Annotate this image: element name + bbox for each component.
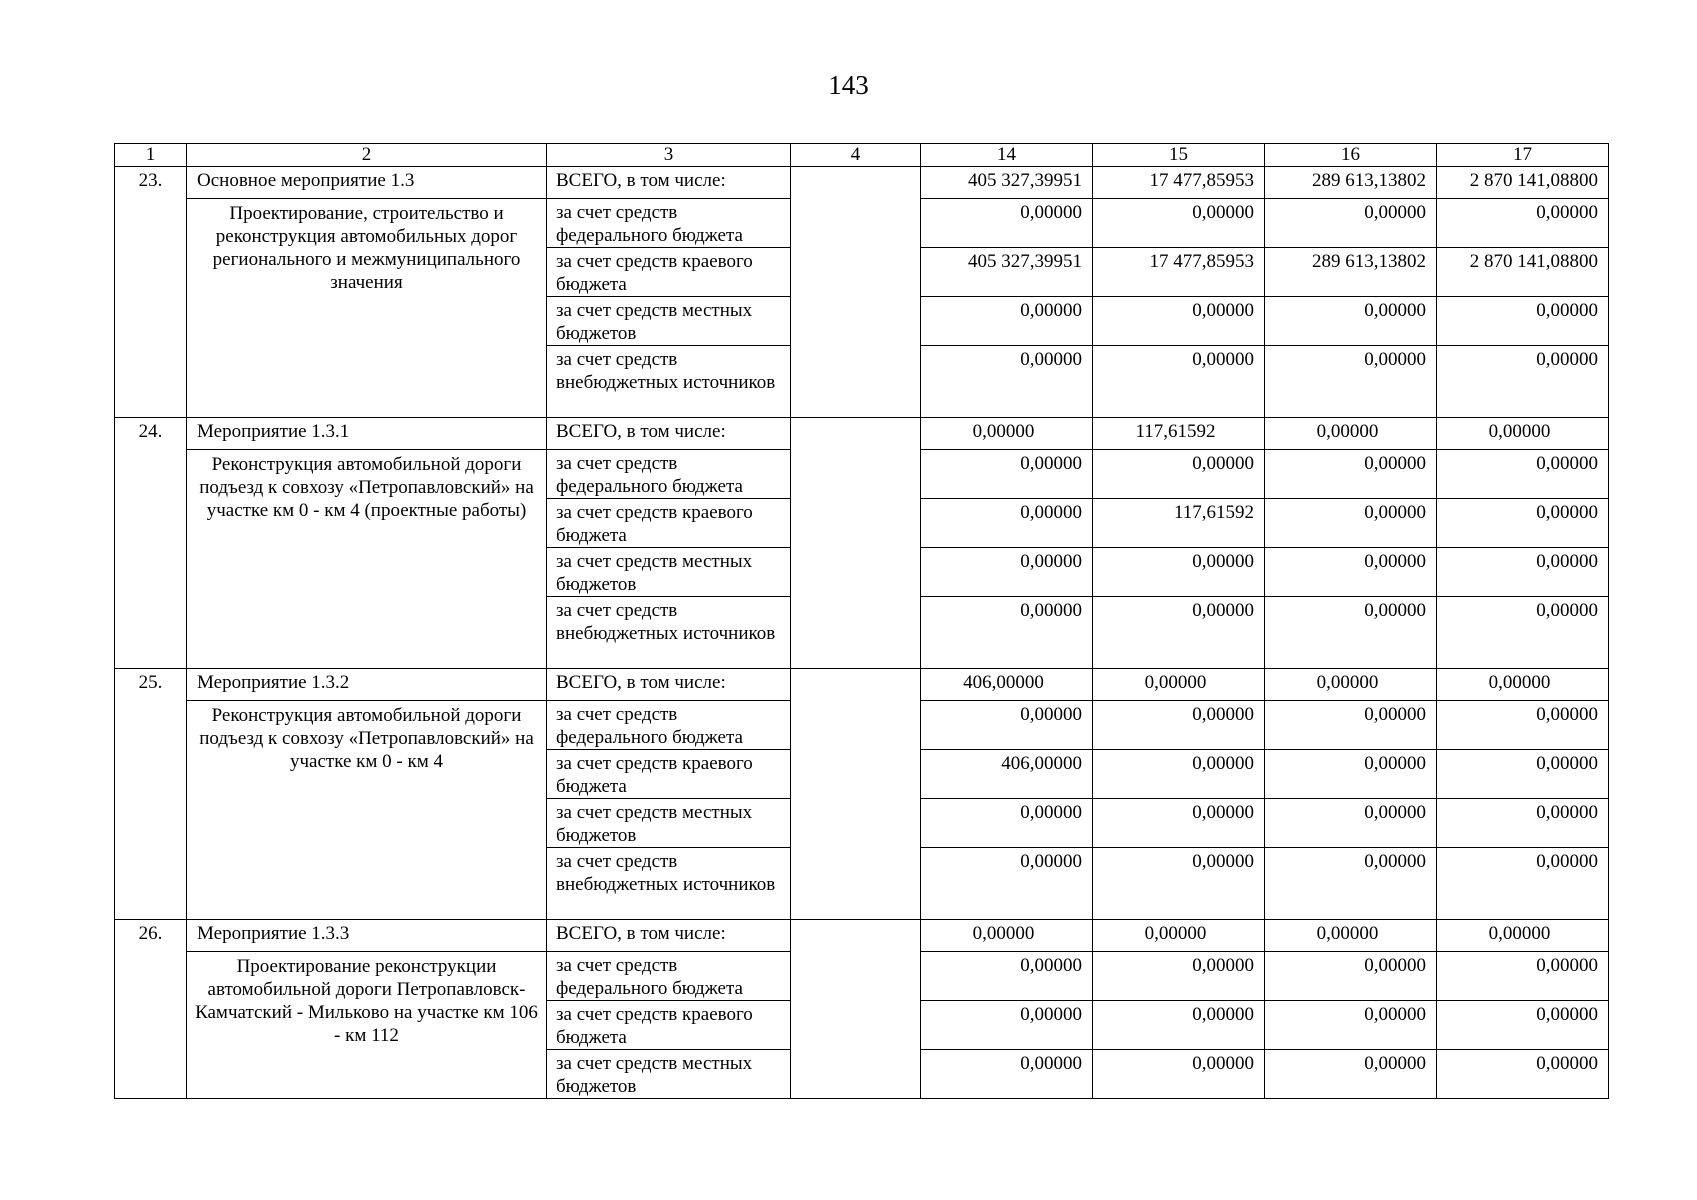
activity-name: Мероприятие 1.3.2 <box>187 669 547 701</box>
activity-description: Проектирование, строительство и реконструкция автомобильных дорог регионального и межмуниципального значения <box>187 199 547 418</box>
funding-value: 0,00000 <box>1093 199 1265 248</box>
funding-source-label: за счет средств местных бюджетов <box>547 297 791 346</box>
activity-name: Мероприятие 1.3.3 <box>187 920 547 952</box>
column-header: 2 <box>187 144 547 167</box>
funding-value: 0,00000 <box>1265 848 1437 920</box>
funding-value: 406,00000 <box>921 750 1093 799</box>
funding-value: 0,00000 <box>1265 750 1437 799</box>
group-total-row <box>115 669 1609 701</box>
funding-value: 0,00000 <box>1437 750 1609 799</box>
funding-value: 0,00000 <box>1437 199 1609 248</box>
funding-value: 0,00000 <box>921 799 1093 848</box>
total-label: ВСЕГО, в том числе: <box>547 669 791 701</box>
group-total-row <box>115 418 1609 450</box>
row-number: 24. <box>115 418 187 669</box>
funding-value: 0,00000 <box>1265 450 1437 499</box>
funding-source-label: за счет средств внебюджетных источников <box>547 848 791 920</box>
total-value: 17 477,85953 <box>1093 167 1265 199</box>
funding-value: 0,00000 <box>1437 1050 1609 1099</box>
total-value: 2 870 141,08800 <box>1437 167 1609 199</box>
funding-value: 405 327,39951 <box>921 248 1093 297</box>
row-number: 25. <box>115 669 187 920</box>
total-value: 0,00000 <box>1265 418 1437 450</box>
funding-value: 0,00000 <box>1437 450 1609 499</box>
funding-value: 0,00000 <box>1437 297 1609 346</box>
total-value: 0,00000 <box>1437 920 1609 952</box>
column-header: 4 <box>791 144 921 167</box>
column-header: 17 <box>1437 144 1609 167</box>
funding-value: 0,00000 <box>921 346 1093 418</box>
funding-value: 0,00000 <box>1093 297 1265 346</box>
column-4-cell <box>791 418 921 669</box>
funding-value: 0,00000 <box>1265 952 1437 1001</box>
funding-value: 0,00000 <box>1437 799 1609 848</box>
activity-description: Реконструкция автомобильной дороги подъезд к совхозу «Петропавловский» на участке км 0 - км 4 <box>187 701 547 920</box>
funding-source-label: за счет средств местных бюджетов <box>547 799 791 848</box>
funding-value: 0,00000 <box>1093 799 1265 848</box>
funding-source-label: за счет средств краевого бюджета <box>547 750 791 799</box>
total-label: ВСЕГО, в том числе: <box>547 167 791 199</box>
column-4-cell <box>791 669 921 920</box>
total-value: 405 327,39951 <box>921 167 1093 199</box>
funding-value: 0,00000 <box>921 701 1093 750</box>
funding-value: 289 613,13802 <box>1265 248 1437 297</box>
funding-source-label: за счет средств федерального бюджета <box>547 450 791 499</box>
funding-source-label: за счет средств федерального бюджета <box>547 952 791 1001</box>
funding-value: 0,00000 <box>921 499 1093 548</box>
funding-value: 0,00000 <box>1437 952 1609 1001</box>
funding-value: 0,00000 <box>921 199 1093 248</box>
column-header: 16 <box>1265 144 1437 167</box>
column-4-cell <box>791 167 921 418</box>
total-value: 406,00000 <box>921 669 1093 701</box>
funding-source-label: за счет средств местных бюджетов <box>547 1050 791 1099</box>
total-value: 0,00000 <box>1093 920 1265 952</box>
group-total-row <box>115 167 1609 199</box>
funding-value: 0,00000 <box>1437 499 1609 548</box>
total-label: ВСЕГО, в том числе: <box>547 418 791 450</box>
funding-value: 0,00000 <box>1093 346 1265 418</box>
funding-value: 0,00000 <box>1437 701 1609 750</box>
budget-table <box>114 143 1609 1099</box>
funding-source-label: за счет средств федерального бюджета <box>547 701 791 750</box>
funding-value: 0,00000 <box>921 297 1093 346</box>
funding-value: 0,00000 <box>1093 701 1265 750</box>
funding-value: 0,00000 <box>1437 548 1609 597</box>
funding-value: 0,00000 <box>1093 952 1265 1001</box>
total-value: 0,00000 <box>921 418 1093 450</box>
funding-value: 0,00000 <box>1437 1001 1609 1050</box>
column-header: 14 <box>921 144 1093 167</box>
funding-value: 2 870 141,08800 <box>1437 248 1609 297</box>
funding-source-label: за счет средств местных бюджетов <box>547 548 791 597</box>
funding-value: 0,00000 <box>921 1001 1093 1050</box>
page-number: 143 <box>828 70 869 100</box>
funding-value: 0,00000 <box>1265 1050 1437 1099</box>
column-4-cell <box>791 920 921 1099</box>
activity-description: Проектирование реконструкции автомобильной дороги Петропавловск-Камчатский - Мильково на участке км 106 - км 112 <box>187 952 547 1099</box>
funding-source-label: за счет средств внебюджетных источников <box>547 346 791 418</box>
funding-value: 0,00000 <box>1265 548 1437 597</box>
total-value: 117,61592 <box>1093 418 1265 450</box>
funding-value: 0,00000 <box>921 848 1093 920</box>
funding-value: 0,00000 <box>921 548 1093 597</box>
funding-value: 0,00000 <box>1093 1001 1265 1050</box>
funding-value: 0,00000 <box>1265 597 1437 669</box>
activity-name: Мероприятие 1.3.1 <box>187 418 547 450</box>
activity-description: Реконструкция автомобильной дороги подъезд к совхозу «Петропавловский» на участке км 0 - км 4 (проектные работы) <box>187 450 547 669</box>
funding-value: 0,00000 <box>921 450 1093 499</box>
funding-value: 0,00000 <box>1093 750 1265 799</box>
funding-value: 0,00000 <box>1437 848 1609 920</box>
funding-value: 17 477,85953 <box>1093 248 1265 297</box>
funding-value: 0,00000 <box>1093 450 1265 499</box>
column-header: 3 <box>547 144 791 167</box>
funding-value: 0,00000 <box>921 1050 1093 1099</box>
funding-value: 0,00000 <box>1093 597 1265 669</box>
total-value: 0,00000 <box>1265 669 1437 701</box>
funding-value: 0,00000 <box>1437 597 1609 669</box>
funding-value: 0,00000 <box>1265 701 1437 750</box>
column-header: 1 <box>115 144 187 167</box>
funding-source-label: за счет средств краевого бюджета <box>547 1001 791 1050</box>
funding-source-label: за счет средств внебюджетных источников <box>547 597 791 669</box>
total-value: 289 613,13802 <box>1265 167 1437 199</box>
total-value: 0,00000 <box>1437 669 1609 701</box>
funding-value: 0,00000 <box>1093 548 1265 597</box>
funding-value: 0,00000 <box>1265 1001 1437 1050</box>
funding-value: 0,00000 <box>1265 799 1437 848</box>
funding-value: 0,00000 <box>1265 297 1437 346</box>
funding-value: 0,00000 <box>1093 848 1265 920</box>
funding-value: 0,00000 <box>921 952 1093 1001</box>
funding-source-label: за счет средств краевого бюджета <box>547 499 791 548</box>
row-number: 23. <box>115 167 187 418</box>
total-value: 0,00000 <box>921 920 1093 952</box>
group-total-row <box>115 920 1609 952</box>
funding-value: 117,61592 <box>1093 499 1265 548</box>
funding-value: 0,00000 <box>1093 1050 1265 1099</box>
row-number: 26. <box>115 920 187 1099</box>
funding-value: 0,00000 <box>921 597 1093 669</box>
funding-value: 0,00000 <box>1265 346 1437 418</box>
funding-value: 0,00000 <box>1265 499 1437 548</box>
total-value: 0,00000 <box>1437 418 1609 450</box>
total-label: ВСЕГО, в том числе: <box>547 920 791 952</box>
funding-source-label: за счет средств краевого бюджета <box>547 248 791 297</box>
header-row <box>115 144 1609 167</box>
funding-value: 0,00000 <box>1265 199 1437 248</box>
activity-name: Основное мероприятие 1.3 <box>187 167 547 199</box>
funding-value: 0,00000 <box>1437 346 1609 418</box>
funding-source-label: за счет средств федерального бюджета <box>547 199 791 248</box>
total-value: 0,00000 <box>1093 669 1265 701</box>
total-value: 0,00000 <box>1265 920 1437 952</box>
column-header: 15 <box>1093 144 1265 167</box>
